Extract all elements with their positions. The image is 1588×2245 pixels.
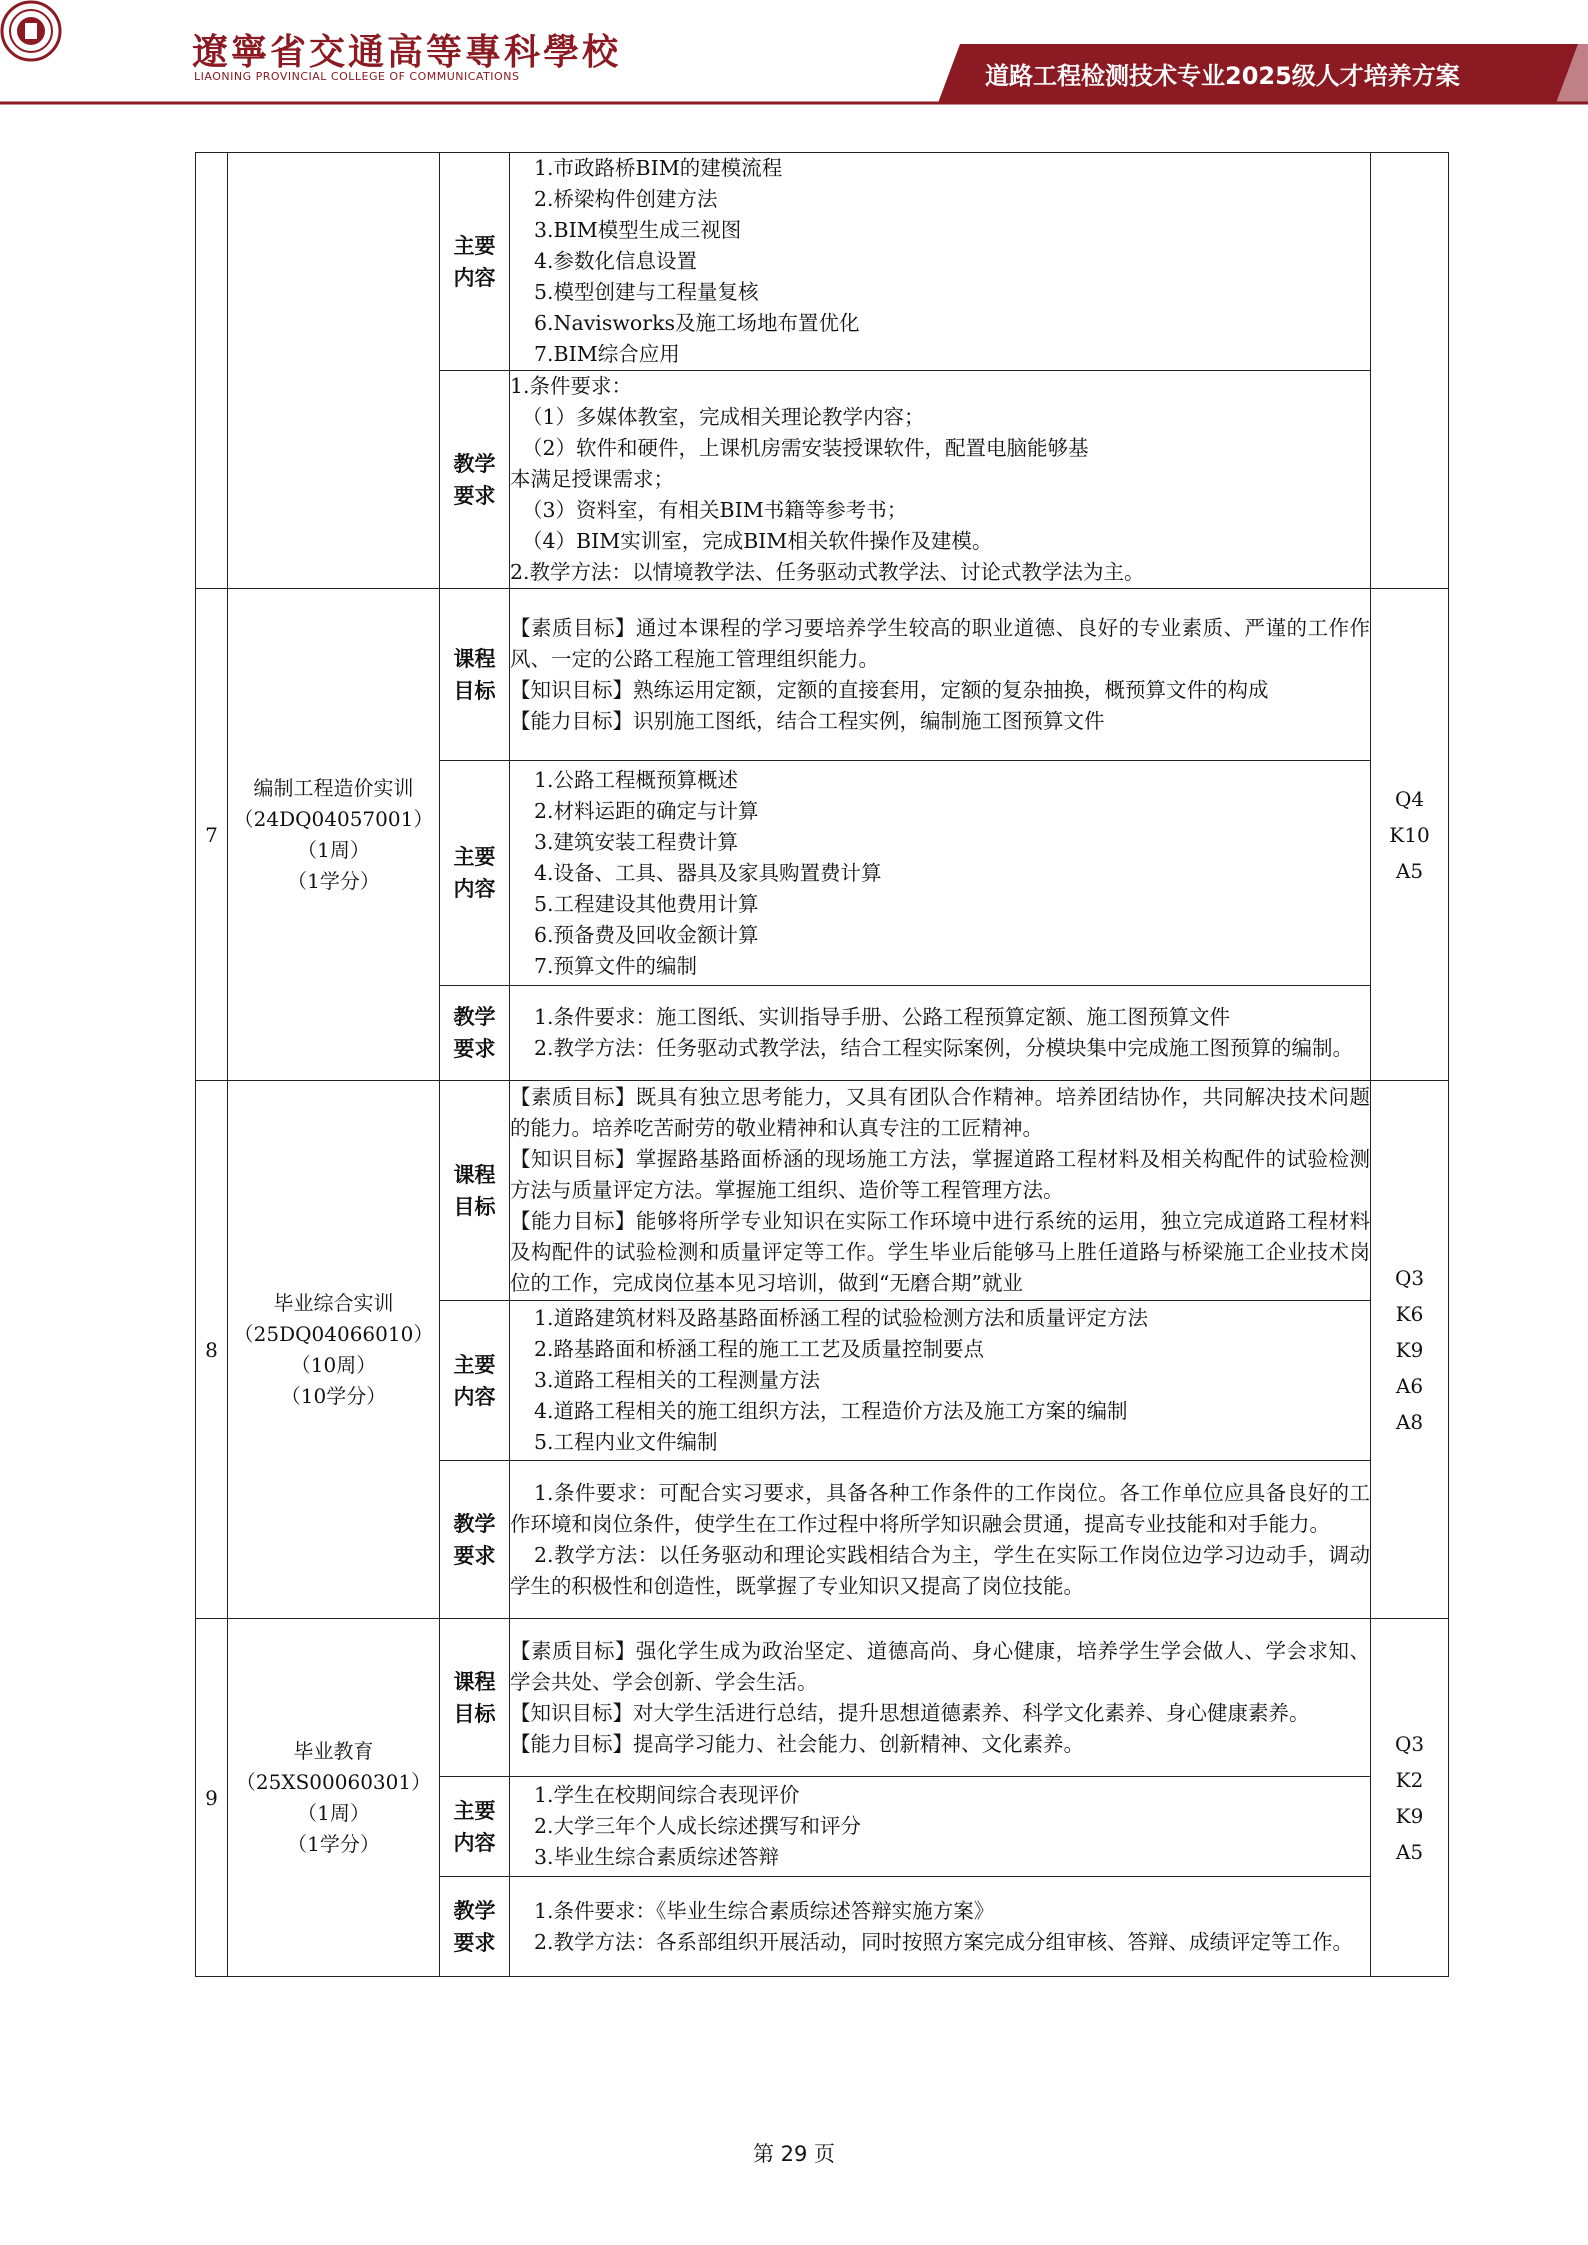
table-row [196, 1619, 1449, 1777]
list-item: 2.教学方法：各系部组织开展活动，同时按照方案完成分组审核、答辩、成绩评定等工作。 [534, 1929, 1354, 1954]
list-item: 1.条件要求：《毕业生综合素质综述答辩实施方案》 [534, 1898, 995, 1923]
content-label: 主要 内容 [440, 1777, 510, 1877]
list-item: 7.BIM综合应用 [534, 342, 680, 366]
goal-cell [510, 1619, 1371, 1777]
list-item: 7.预算文件的编制 [534, 953, 698, 978]
goal-label: 课程 目标 [440, 1081, 510, 1301]
list-item: 2.教学方法：以任务驱动和理论实践相结合为主，学生在实际工作岗位边学习边动手，调动学生的积极性和创造性，既掌握了专业知识又提高了岗位技能。 [510, 1542, 1370, 1598]
list-item: 3.BIM模型生成三视图 [534, 218, 742, 242]
list-item: 1.市政路桥BIM的建模流程 [534, 156, 783, 180]
list-item: 1.学生在校期间综合表现评价 [534, 1783, 800, 1807]
list-item: 【知识目标】对大学生活进行总结，提升思想道德素养、科学文化素养、身心健康素养。 [510, 1700, 1310, 1725]
index-cell: 8 [196, 1081, 228, 1619]
teach-cell [510, 371, 1371, 589]
teach-label: 教学 要求 [440, 371, 510, 589]
list-item: 4.道路工程相关的施工组织方法，工程造价方法及施工方案的编制 [534, 1399, 1128, 1423]
content-label: 主要 内容 [440, 153, 510, 371]
table-row [196, 153, 1449, 371]
content-cell [510, 1777, 1371, 1877]
content-cell [510, 761, 1371, 986]
course-name-cell: 毕业综合实训 （25DQ04066010） （10周） （10学分） [228, 1081, 440, 1619]
goal-cell [510, 1081, 1371, 1301]
list-item: 【能力目标】能够将所学专业知识在实际工作环境中进行系统的运用，独立完成道路工程材料及构配件的试验检测和质量评定等工作。学生毕业后能够马上胜任道路与桥梁施工企业技术岗位的工作，完成岗位基本见习培训，做到“无磨合期”就业 [510, 1209, 1370, 1295]
code-cell: Q4 K10 A5 [1371, 589, 1449, 1081]
code-cell [1371, 153, 1449, 589]
teach-label: 教学 要求 [440, 1461, 510, 1619]
list-item: （4）BIM实训室，完成BIM相关软件操作及建模。 [522, 529, 993, 553]
list-item: 【知识目标】熟练运用定额，定额的直接套用，定额的复杂抽换，概预算文件的构成 [510, 677, 1269, 702]
school-name-cn: 遼寧省交通高等專科學校 [192, 31, 622, 73]
list-item: 1.公路工程概预算概述 [534, 767, 739, 792]
page-number: 第 29 页 [752, 2142, 836, 2166]
list-item: 2.材料运距的确定与计算 [534, 798, 759, 823]
goal-label: 课程 目标 [440, 1619, 510, 1777]
list-item: 【素质目标】既具有独立思考能力，又具有团队合作精神。培养团结协作，共同解决技术问题的能力。培养吃苦耐劳的敬业精神和认真专注的工匠精神。 [510, 1085, 1370, 1140]
list-item: （2）软件和硬件，上课机房需安装授课软件，配置电脑能够基 [522, 436, 1089, 460]
course-name-cell: 毕业教育 （25XS00060301） （1周） （1学分） [228, 1619, 440, 1977]
list-item: 5.模型创建与工程量复核 [534, 280, 759, 304]
list-item: 2.大学三年个人成长综述撰写和评分 [534, 1814, 862, 1838]
list-item: 1.条件要求：可配合实习要求，具备各种工作条件的工作岗位。各工作单位应具备良好的工作环境和岗位条件，使学生在工作过程中将所学知识融会贯通，提高专业技能和对手能力。 [510, 1480, 1370, 1536]
teach-cell [510, 986, 1371, 1081]
list-item: 【能力目标】提高学习能力、社会能力、创新精神、文化素养。 [510, 1731, 1084, 1756]
list-item: 2.教学方法：以情境教学法、任务驱动式教学法、讨论式教学法为主。 [510, 560, 1145, 584]
code-cell: Q3 K6 K9 A6 A8 [1371, 1081, 1449, 1619]
list-item: 1.条件要求：施工图纸、实训指导手册、公路工程预算定额、施工图预算文件 [534, 1005, 1231, 1029]
course-name-cell: 编制工程造价实训 （24DQ04057001） （1周） （1学分） [228, 589, 440, 1081]
goal-cell [510, 589, 1371, 761]
content-label: 主要 内容 [440, 1301, 510, 1461]
teach-cell [510, 1461, 1371, 1619]
list-item: （1）多媒体教室，完成相关理论教学内容； [522, 405, 925, 429]
table-row [196, 589, 1449, 761]
teach-cell [510, 1877, 1371, 1977]
list-item: 2.教学方法：任务驱动式教学法，结合工程实际案例，分模块集中完成施工图预算的编制。 [534, 1036, 1354, 1060]
list-item: 6.Navisworks及施工场地布置优化 [534, 311, 860, 335]
list-item: 1.道路建筑材料及路基路面桥涵工程的试验检测方法和质量评定方法 [534, 1306, 1149, 1330]
list-item: 3.建筑安装工程费计算 [534, 829, 739, 854]
list-item: 2.路基路面和桥涵工程的施工工艺及质量控制要点 [534, 1337, 985, 1361]
list-item: （3）资料室，有相关BIM书籍等参考书； [522, 498, 908, 522]
content-cell [510, 1301, 1371, 1461]
content-label: 主要 内容 [440, 761, 510, 986]
index-cell: 9 [196, 1619, 228, 1977]
list-item: 【素质目标】通过本课程的学习要培养学生较高的职业道德、良好的专业素质、严谨的工作作风、一定的公路工程施工管理组织能力。 [510, 615, 1370, 671]
list-item: 5.工程建设其他费用计算 [534, 891, 759, 916]
page-header [0, 0, 1588, 110]
list-item: 5.工程内业文件编制 [534, 1430, 718, 1454]
course-table [195, 152, 1449, 1977]
list-item: 6.预备费及回收金额计算 [534, 922, 759, 947]
list-item: 【素质目标】强化学生成为政治坚定、道德高尚、身心健康，培养学生学会做人、学会求知、学会共处、学会创新、学会生活。 [510, 1638, 1370, 1694]
school-name-en: LIAONING PROVINCIAL COLLEGE OF COMMUNICATIONS [194, 70, 520, 83]
list-item: 【能力目标】识别施工图纸，结合工程实例，编制施工图预算文件 [510, 708, 1105, 733]
content-cell [510, 153, 1371, 371]
document-title: 道路工程检测技术专业2025级人才培养方案 [985, 62, 1460, 90]
list-item: 2.桥梁构件创建方法 [534, 187, 718, 211]
school-seal-icon [0, 0, 62, 62]
list-item: 3.道路工程相关的工程测量方法 [534, 1368, 821, 1392]
list-item: 1.条件要求： [510, 374, 633, 398]
teach-label: 教学 要求 [440, 1877, 510, 1977]
list-item: 3.毕业生综合素质综述答辩 [534, 1845, 780, 1869]
list-item: 本满足授课需求； [510, 467, 674, 491]
table-row [196, 1081, 1449, 1301]
teach-label: 教学 要求 [440, 986, 510, 1081]
list-item: 【知识目标】掌握路基路面桥涵的现场施工方法，掌握道路工程材料及相关构配件的试验检测方法与质量评定方法。掌握施工组织、造价等工程管理方法。 [510, 1147, 1370, 1202]
index-cell [196, 153, 228, 589]
list-item: 4.设备、工具、器具及家具购置费计算 [534, 860, 882, 885]
code-cell: Q3 K2 K9 A5 [1371, 1619, 1449, 1977]
goal-label: 课程 目标 [440, 589, 510, 761]
course-name-cell [228, 153, 440, 589]
index-cell: 7 [196, 589, 228, 1081]
list-item: 4.参数化信息设置 [534, 249, 698, 273]
